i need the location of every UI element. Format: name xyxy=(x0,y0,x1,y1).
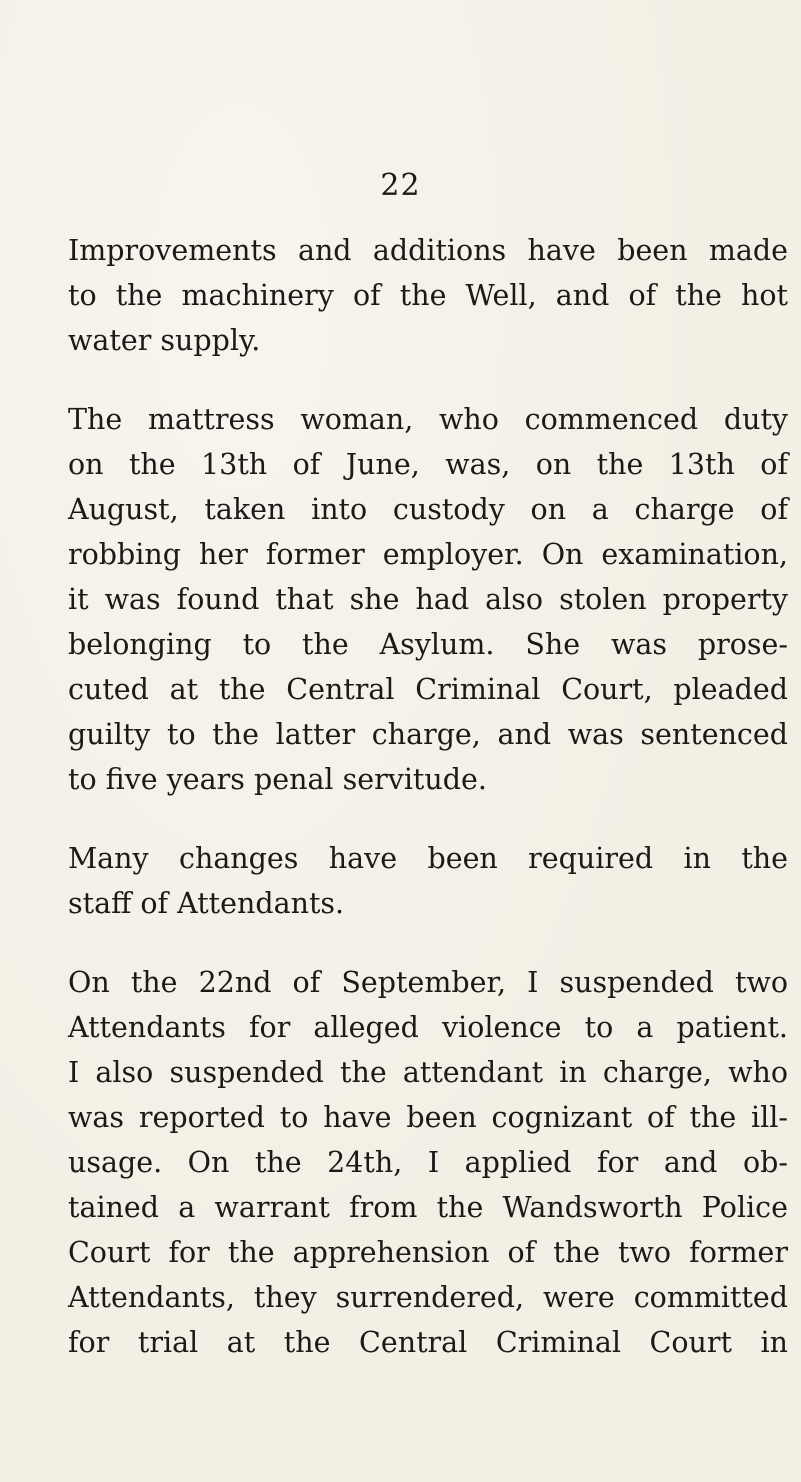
page-number: 22 xyxy=(380,168,421,203)
text-line: Court for the apprehension of the two former xyxy=(68,1236,788,1269)
body-text xyxy=(68,228,788,1399)
text-line: belonging to the Asylum. She was prose- xyxy=(68,628,788,661)
text-line: August, taken into custody on a charge of xyxy=(68,493,788,526)
text-line: robbing her former employer. On examination, xyxy=(68,538,788,571)
text-line: On the 22nd of September, I suspended two xyxy=(68,966,788,999)
text-line: for trial at the Central Criminal Court in xyxy=(68,1326,788,1359)
text-line: to the machinery of the Well, and of the hot xyxy=(68,279,788,312)
text-line: on the 13th of June, was, on the 13th of xyxy=(68,448,788,481)
paragraph-staff-changes xyxy=(68,836,788,926)
text-line: The mattress woman, who commenced duty xyxy=(68,403,788,436)
text-line: guilty to the latter charge, and was sentenced xyxy=(68,718,788,751)
paragraph-improvements xyxy=(68,228,788,363)
text-line: to five years penal servitude. xyxy=(68,763,487,796)
text-line: I also suspended the attendant in charge, who xyxy=(68,1056,788,1089)
text-line: tained a warrant from the Wandsworth Police xyxy=(68,1191,788,1224)
text-line: staff of Attendants. xyxy=(68,887,345,920)
text-line: usage. On the 24th, I applied for and ob- xyxy=(68,1146,788,1179)
text-line: it was found that she had also stolen property xyxy=(68,583,788,616)
text-line: Many changes have been required in the xyxy=(68,842,788,875)
paragraph-mattress-woman xyxy=(68,397,788,802)
text-line: Attendants for alleged violence to a patient. xyxy=(68,1011,788,1044)
paragraph-suspension xyxy=(68,960,788,1365)
text-line: Attendants, they surrendered, were committed xyxy=(68,1281,788,1314)
text-line: Improvements and additions have been made xyxy=(68,234,788,267)
text-line: was reported to have been cognizant of the ill- xyxy=(68,1101,788,1134)
text-line: cuted at the Central Criminal Court, pleaded xyxy=(68,673,788,706)
text-line: water supply. xyxy=(68,324,261,357)
